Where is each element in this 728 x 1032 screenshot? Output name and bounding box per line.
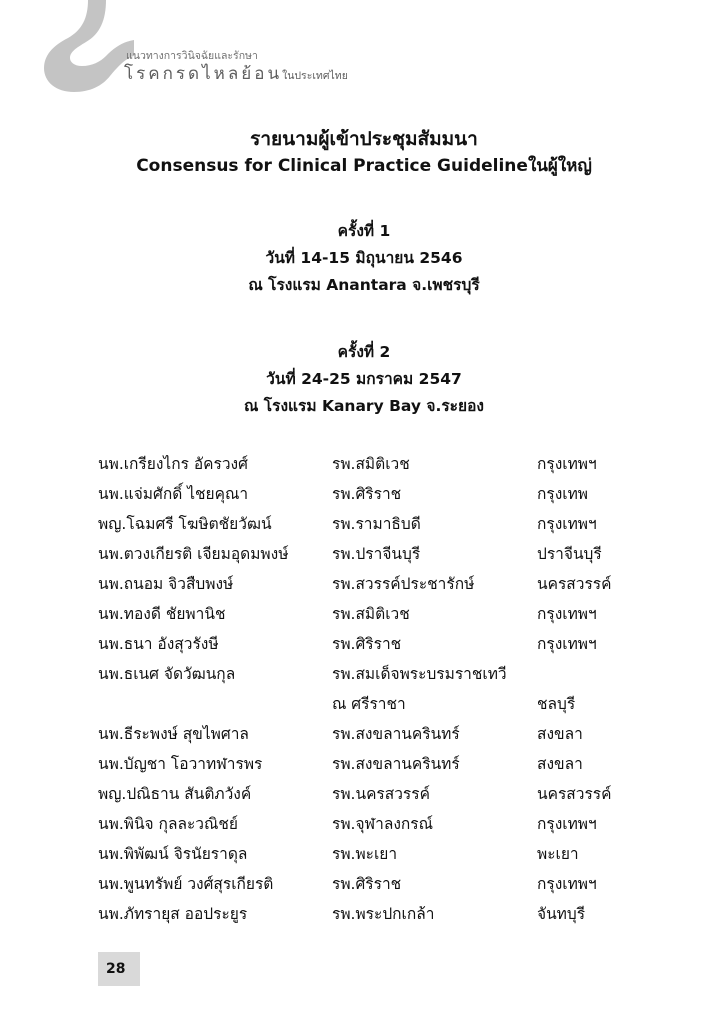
attendee-hospital: รพ.รามาธิบดี — [332, 515, 421, 533]
attendee-name: นพ.บัญชา โอวาทฬารพร — [98, 755, 263, 773]
attendee-province: ชลบุรี — [537, 695, 576, 713]
attendee-hospital: รพ.ปราจีนบุรี — [332, 545, 421, 563]
page-title-english — [0, 152, 728, 179]
header-guideline-label: แนวทางการวินิจฉัยและรักษา — [126, 50, 258, 62]
session-2-date: วันที่ 24-25 มกราคม 2547 — [266, 370, 462, 388]
attendee-province: สงขลา — [537, 755, 583, 773]
attendee-row — [98, 871, 638, 901]
attendee-name: นพ.ธีระพงษ์ สุขไพศาล — [98, 725, 249, 743]
attendee-row — [98, 661, 638, 691]
attendee-row — [98, 751, 638, 781]
attendee-province: กรุงเทพฯ — [537, 875, 597, 893]
attendee-province: จันทบุรี — [537, 905, 586, 923]
attendee-row — [98, 571, 638, 601]
attendee-name: นพ.ภัทรายุส ออประยูร — [98, 905, 248, 923]
attendee-name: พญ.โฉมศรี โฆษิตชัยวัฒน์ — [98, 515, 272, 533]
attendee-hospital: รพ.สมิติเวช — [332, 455, 410, 473]
attendee-hospital: รพ.นครสวรรค์ — [332, 785, 430, 803]
attendee-name: นพ.ตวงเกียรติ เจียมอุดมพงษ์ — [98, 545, 289, 563]
attendee-province: พะเยา — [537, 845, 579, 863]
session-2-venue: ณ โรงแรม Kanary Bay จ.ระยอง — [244, 397, 484, 415]
session-1-number: ครั้งที่ 1 — [337, 222, 391, 240]
attendee-province: นครสวรรค์ — [537, 575, 612, 593]
attendee-name: นพ.ธนา อังสุวรังษี — [98, 635, 219, 653]
attendee-hospital: รพ.สงขลานครินทร์ — [332, 755, 460, 773]
attendee-row — [98, 841, 638, 871]
attendee-row — [98, 811, 638, 841]
attendee-name: นพ.แจ่มศักดิ์ ไชยคุณา — [98, 485, 249, 503]
attendee-row — [98, 781, 638, 811]
attendee-province: กรุงเทพฯ — [537, 515, 597, 533]
attendee-name: นพ.ทองดี ชัยพานิช — [98, 605, 226, 623]
attendee-row — [98, 541, 638, 571]
attendee-hospital: รพ.สมเด็จพระบรมราชเทวี — [332, 665, 507, 683]
attendee-hospital: รพ.ศิริราช — [332, 875, 402, 893]
attendee-name: นพ.พิพัฒน์ จิรนัยราดุล — [98, 845, 248, 863]
attendee-row — [98, 481, 638, 511]
attendee-row — [98, 511, 638, 541]
attendee-row — [98, 691, 638, 721]
attendee-hospital: รพ.สมิติเวช — [332, 605, 410, 623]
attendee-province: กรุงเทพ — [537, 485, 589, 503]
page-title-thai: รายนามผู้เข้าประชุมสัมมนา — [250, 128, 478, 150]
attendee-province: ปราจีนบุรี — [537, 545, 602, 563]
page-title-english-suffix: ในผู้ใหญ่ — [527, 156, 592, 176]
attendee-province: กรุงเทพฯ — [537, 455, 597, 473]
header-disease-name: โรคกรดไหลย้อน — [124, 64, 283, 84]
attendee-row — [98, 601, 638, 631]
attendee-province: กรุงเทพฯ — [537, 635, 597, 653]
attendee-province: สงขลา — [537, 725, 583, 743]
attendee-hospital: รพ.พระปกเกล้า — [332, 905, 435, 923]
attendee-hospital: ณ ศรีราชา — [332, 695, 406, 713]
page-number: 28 — [106, 961, 126, 977]
attendee-hospital: รพ.จุฬาลงกรณ์ — [332, 815, 434, 833]
attendee-province: นครสวรรค์ — [537, 785, 612, 803]
session-2-number: ครั้งที่ 2 — [337, 343, 391, 361]
header-country: ในประเทศไทย — [282, 70, 348, 82]
attendee-hospital: รพ.พะเยา — [332, 845, 398, 863]
attendee-hospital: รพ.ศิริราช — [332, 485, 402, 503]
page-title-english-text: Consensus for Clinical Practice Guideline — [136, 156, 528, 176]
attendee-name: พญ.ปณิธาน สันติภวังค์ — [98, 785, 252, 803]
attendee-row — [98, 451, 638, 481]
running-header — [0, 0, 728, 100]
attendee-row — [98, 901, 638, 931]
attendee-hospital: รพ.สวรรค์ประชารักษ์ — [332, 575, 475, 593]
header-disease-title — [124, 60, 348, 87]
attendee-province: กรุงเทพฯ — [537, 605, 597, 623]
attendee-province: กรุงเทพฯ — [537, 815, 597, 833]
attendee-name: นพ.เกรียงไกร อัครวงศ์ — [98, 455, 248, 473]
attendee-row — [98, 721, 638, 751]
attendee-name: นพ.ถนอม จิวสืบพงษ์ — [98, 575, 234, 593]
attendee-row — [98, 631, 638, 661]
session-1-date: วันที่ 14-15 มิถุนายน 2546 — [265, 249, 463, 267]
session-1-venue: ณ โรงแรม Anantara จ.เพชรบุรี — [248, 276, 480, 294]
attendee-name: นพ.ธเนศ จัดวัฒนกุล — [98, 665, 236, 683]
attendee-hospital: รพ.สงขลานครินทร์ — [332, 725, 460, 743]
attendee-hospital: รพ.ศิริราช — [332, 635, 402, 653]
attendee-list — [98, 451, 638, 931]
attendee-name: นพ.พูนทรัพย์ วงศ์สุรเกียรติ — [98, 875, 274, 893]
attendee-name: นพ.พินิจ กุลละวณิชย์ — [98, 815, 238, 833]
